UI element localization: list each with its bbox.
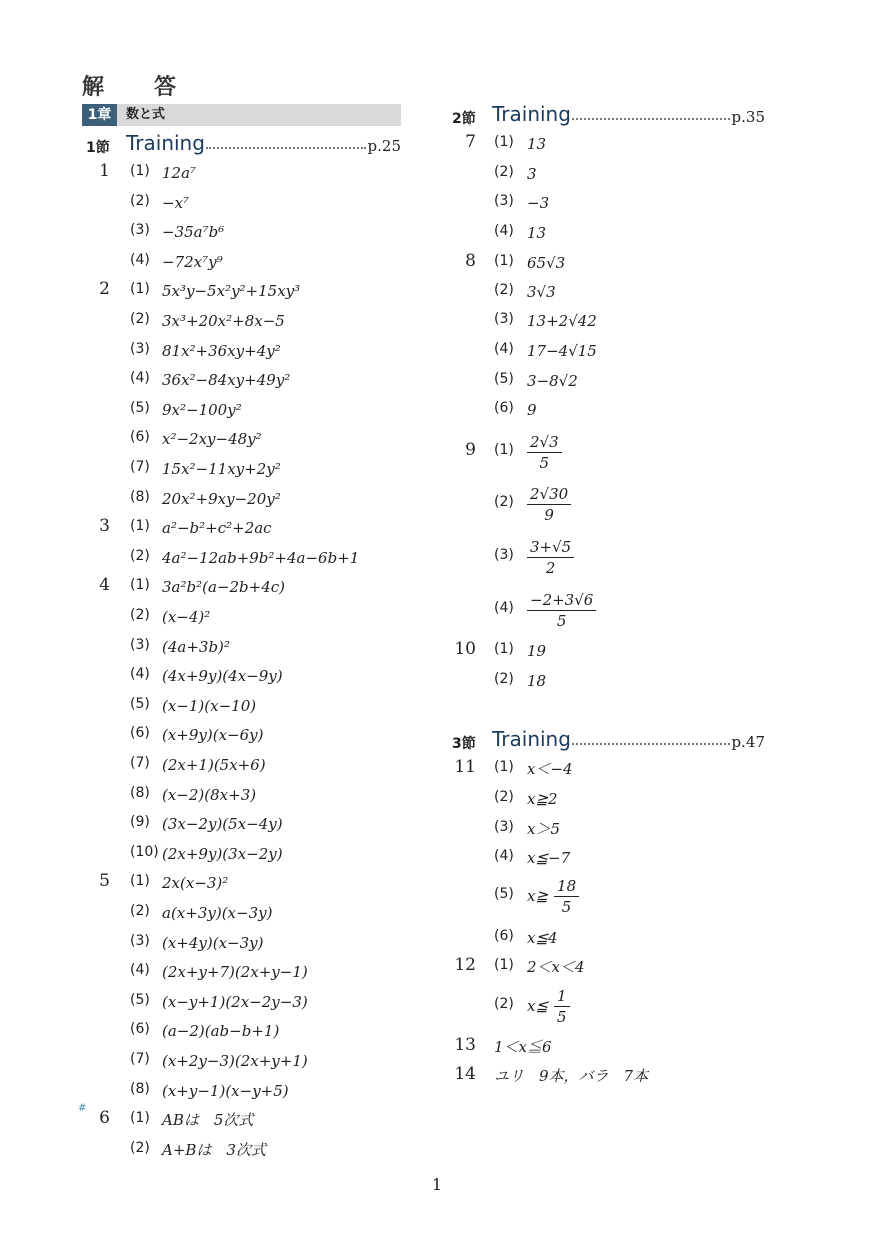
- answer: 13+2√42: [527, 312, 597, 330]
- fraction-denominator: 5: [557, 1007, 567, 1026]
- answer: 3x³+20x²+8x−5: [162, 312, 285, 330]
- subproblem-label: (6): [494, 400, 514, 416]
- answer: A+Bは 3次式: [162, 1140, 266, 1159]
- fraction-denominator: 2: [545, 558, 556, 577]
- subproblem-label: (9): [130, 814, 150, 831]
- subproblem-label: (1): [130, 577, 150, 594]
- answer: x≦4: [527, 929, 558, 947]
- fraction: [554, 986, 570, 1027]
- subproblem-label: (1): [494, 134, 514, 150]
- answer: ユリ 9本，バラ 7本: [494, 1067, 649, 1085]
- answer: (x+y−1)(x−y+5): [162, 1081, 289, 1100]
- fraction-denominator: 9: [544, 505, 554, 524]
- subproblem-label: (4): [494, 600, 514, 616]
- fraction-denominator: 5: [556, 611, 567, 630]
- answer: [527, 588, 596, 632]
- answer: 12a⁷: [162, 164, 197, 182]
- answer: 9x²−100y²: [162, 400, 242, 419]
- subproblem-label: (8): [130, 488, 150, 505]
- subproblem-label: (6): [494, 928, 514, 944]
- answer: (2x+1)(5x+6): [162, 756, 266, 774]
- answer: x≧2: [527, 790, 558, 808]
- answer: 15x²−11xy+2y²: [162, 460, 281, 478]
- answer: 13: [527, 224, 547, 242]
- subproblem-label: (3): [130, 636, 150, 653]
- fraction-denominator: 5: [561, 897, 572, 916]
- fraction-numerator: 2√3: [527, 432, 562, 453]
- subproblem-label: (2): [130, 192, 150, 209]
- section-number: 3節: [452, 736, 476, 752]
- answer: (x+9y)(x−6y): [162, 726, 264, 745]
- subproblem-label: (1): [494, 759, 514, 775]
- fraction: [527, 484, 571, 525]
- subproblem-label: (3): [130, 932, 150, 949]
- subproblem-label: (7): [130, 1051, 150, 1067]
- answer: 1＜x≦6: [494, 1038, 552, 1056]
- chapter-title: 数と式: [126, 107, 166, 122]
- answer: a²−b²+c²+2ac: [162, 519, 272, 538]
- answer: 36x²−84xy+49y²: [162, 371, 291, 390]
- answer: (x+2y−3)(2x+y+1): [162, 1052, 308, 1070]
- subproblem-label: (1): [130, 163, 150, 179]
- subproblem-label: (2): [130, 1139, 150, 1156]
- section-word: Training: [492, 727, 571, 751]
- leader-dots: [572, 743, 730, 745]
- answer: [527, 535, 574, 579]
- answer: x²−2xy−48y²: [162, 430, 262, 449]
- answer: [527, 874, 579, 918]
- section-header-2: [452, 104, 765, 130]
- answer: (a−2)(ab−b+1): [162, 1022, 280, 1041]
- revision-mark: #: [78, 1103, 87, 1115]
- fraction-numerator: 18: [554, 876, 579, 897]
- problem-number: 5: [99, 871, 110, 892]
- fraction: [554, 876, 579, 917]
- subproblem-label: (3): [130, 222, 150, 239]
- problem-number: 9: [465, 440, 476, 460]
- subproblem-label: (5): [130, 399, 150, 416]
- problem-number: 2: [99, 279, 110, 300]
- subproblem-label: (5): [494, 371, 514, 387]
- answer: (x+4y)(x−3y): [162, 933, 264, 952]
- answer: 17−4√15: [527, 342, 597, 360]
- subproblem-label: (2): [494, 671, 514, 687]
- answer-prefix: x≧: [527, 887, 549, 905]
- answer: [527, 482, 571, 526]
- answer: 3a²b²(a−2b+4c): [162, 578, 285, 597]
- fraction: [527, 590, 596, 631]
- leader-dots: [572, 118, 730, 120]
- subproblem-label: (10): [130, 843, 159, 860]
- subproblem-label: (8): [130, 784, 150, 801]
- answer: ABは 5次式: [162, 1111, 254, 1130]
- answer: 13: [527, 135, 547, 153]
- subproblem-label: (3): [494, 547, 514, 563]
- answer: 3√3: [527, 283, 556, 301]
- answer: −x⁷: [162, 193, 190, 212]
- subproblem-label: (2): [130, 903, 150, 919]
- chapter-bar: [82, 104, 401, 126]
- fraction: [527, 537, 574, 578]
- subproblem-label: (5): [494, 886, 514, 902]
- page-heading: 解 答: [82, 75, 191, 100]
- subproblem-label: (2): [494, 282, 514, 298]
- subproblem-label: (4): [130, 370, 150, 387]
- answer: [527, 430, 562, 474]
- leader-dots: [206, 147, 366, 149]
- answer: [527, 984, 570, 1028]
- problem-number: 4: [99, 575, 110, 596]
- subproblem-label: (2): [494, 789, 514, 805]
- problem-number: 10: [454, 639, 476, 659]
- chapter-number: 1章: [82, 104, 117, 126]
- answer: a(x+3y)(x−3y): [162, 904, 273, 922]
- problem-number: 6: [99, 1108, 110, 1129]
- answer: 65√3: [527, 254, 566, 272]
- subproblem-label: (5): [130, 991, 150, 1008]
- section-header-3: [452, 729, 765, 755]
- section-number: 2節: [452, 111, 476, 127]
- answer: 9: [527, 401, 537, 419]
- problem-number: 3: [99, 516, 110, 537]
- subproblem-label: (6): [130, 429, 150, 446]
- answer: 3: [527, 165, 537, 183]
- subproblem-label: (3): [494, 311, 514, 327]
- section-page: p.35: [731, 108, 765, 126]
- subproblem-label: (4): [130, 962, 150, 979]
- answer: x＜−4: [527, 760, 573, 778]
- fraction: [527, 432, 562, 473]
- problem-number: 11: [454, 757, 476, 777]
- subproblem-label: (5): [130, 695, 150, 712]
- subproblem-label: (2): [130, 607, 150, 623]
- answer-prefix: x≦: [527, 997, 549, 1015]
- answer: 20x²+9xy−20y²: [162, 489, 281, 508]
- answer: 4a²−12ab+9b²+4a−6b+1: [162, 548, 360, 567]
- subproblem-label: (1): [130, 518, 150, 535]
- answer: −72x⁷y⁹: [162, 252, 223, 271]
- answer: (4a+3b)²: [162, 637, 230, 656]
- subproblem-label: (4): [494, 848, 514, 864]
- answer: (x−4)²: [162, 608, 211, 626]
- answer: (x−y+1)(2x−2y−3): [162, 992, 308, 1011]
- subproblem-label: (4): [494, 341, 514, 357]
- page-number: 1: [431, 1175, 443, 1194]
- answer: (x−2)(8x+3): [162, 785, 257, 804]
- subproblem-label: (6): [130, 725, 150, 742]
- subproblem-label: (2): [130, 311, 150, 327]
- subproblem-label: (1): [494, 442, 514, 458]
- answer: −35a⁷b⁶: [162, 223, 225, 242]
- subproblem-label: (2): [130, 547, 150, 564]
- answer: 19: [527, 642, 547, 660]
- subproblem-label: (4): [494, 223, 514, 239]
- answer: (2x+9y)(3x−2y): [162, 844, 283, 863]
- subproblem-label: (7): [130, 755, 150, 771]
- fraction-numerator: 3+√5: [527, 537, 574, 558]
- subproblem-label: (3): [494, 193, 514, 209]
- subproblem-label: (1): [130, 1110, 150, 1127]
- problem-number: 12: [454, 955, 476, 975]
- answer: (2x+y+7)(2x+y−1): [162, 963, 308, 982]
- answer: (4x+9y)(4x−9y): [162, 667, 283, 686]
- subproblem-label: (3): [494, 819, 514, 835]
- subproblem-label: (1): [130, 281, 150, 298]
- fraction-numerator: 2√30: [527, 484, 571, 505]
- problem-number: 8: [465, 251, 476, 271]
- section-word: Training: [492, 102, 571, 126]
- answer: (3x−2y)(5x−4y): [162, 815, 283, 834]
- subproblem-label: (2): [494, 164, 514, 180]
- answer: x≦−7: [527, 849, 571, 867]
- section-header-1: [86, 133, 401, 159]
- subproblem-label: (2): [494, 996, 514, 1012]
- subproblem-label: (1): [494, 957, 514, 973]
- subproblem-label: (7): [130, 459, 150, 475]
- fraction-numerator: −2+3√6: [527, 590, 596, 611]
- section-number: 1節: [86, 140, 110, 156]
- subproblem-label: (4): [130, 251, 150, 268]
- answer: 18: [527, 672, 547, 690]
- subproblem-label: (1): [130, 873, 150, 890]
- answer: 2＜x＜4: [527, 958, 585, 976]
- answer: 81x²+36xy+4y²: [162, 341, 281, 360]
- subproblem-label: (2): [494, 494, 514, 510]
- answer: x＞5: [527, 820, 561, 838]
- subproblem-label: (1): [494, 641, 514, 657]
- problem-number: 13: [454, 1035, 476, 1055]
- answer: 2x(x−3)²: [162, 874, 229, 893]
- answer: 5x³y−5x²y²+15xy³: [162, 282, 301, 301]
- problem-number: 14: [454, 1064, 476, 1084]
- fraction-numerator: 1: [554, 986, 570, 1007]
- problem-number: 1: [99, 161, 110, 181]
- answer: −3: [527, 194, 550, 212]
- subproblem-label: (8): [130, 1080, 150, 1097]
- subproblem-label: (1): [494, 253, 514, 269]
- subproblem-label: (4): [130, 666, 150, 683]
- section-page: p.25: [367, 137, 401, 155]
- problem-number: 7: [465, 132, 476, 152]
- section-word: Training: [126, 131, 205, 155]
- answer: 3−8√2: [527, 372, 578, 390]
- answer: (x−1)(x−10): [162, 696, 257, 715]
- section-page: p.47: [731, 733, 765, 751]
- subproblem-label: (3): [130, 340, 150, 357]
- fraction-denominator: 5: [539, 453, 550, 472]
- subproblem-label: (6): [130, 1021, 150, 1038]
